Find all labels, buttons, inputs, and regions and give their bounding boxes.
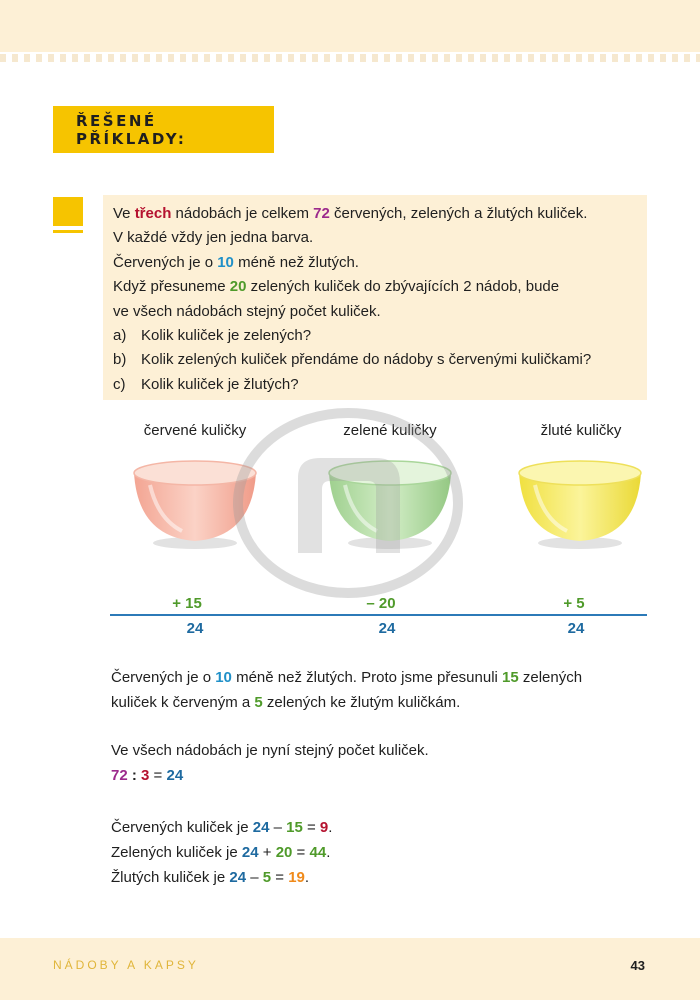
question-a: a) Kolik kuliček je zelených? xyxy=(113,327,312,345)
result-green: 24 xyxy=(378,620,396,637)
question-b: b) Kolik zelených kuliček přendáme do nádoby s červenými kuličkami? xyxy=(113,351,592,369)
bowl-label-green: zelené kuličky xyxy=(343,422,437,439)
m-logo-watermark-icon xyxy=(228,403,468,603)
bowl-label-yellow: žluté kuličky xyxy=(540,422,622,439)
result-red: 24 xyxy=(186,620,204,637)
change-green: – 20 xyxy=(366,595,396,612)
result-line-green: Zelených kuliček je 24 + 20 = 44. xyxy=(111,844,331,861)
section-heading-text: ŘEŠENÉ PŘÍKLADY: xyxy=(76,111,187,148)
equal-distribution xyxy=(111,738,429,788)
page-number: 43 xyxy=(630,958,645,973)
yellow-bowl-icon xyxy=(515,455,645,550)
divider-line xyxy=(110,614,647,616)
problem-marker-square xyxy=(53,197,83,226)
question-c: c) Kolik kuliček je žlutých? xyxy=(113,375,299,393)
explanation-line-2: kuliček k červeným a 5 zelených ke žlutým kuličkám. xyxy=(111,694,461,711)
top-band xyxy=(0,0,700,52)
result-line-red: Červených kuliček je 24 – 15 = 9. xyxy=(111,819,333,836)
explanation-line-1: Červených je o 10 méně než žlutých. Proto jsme přesunuli 15 zelených xyxy=(111,669,583,686)
problem-line-3: Červených je o 10 méně než žlutých. xyxy=(113,253,359,271)
equal-distribution-text: Ve všech nádobách je nyní stejný počet kuliček. xyxy=(111,742,429,759)
results-block xyxy=(111,815,332,890)
problem-line-4: Když přesuneme 20 zelených kuliček do zbývajících 2 nádob, bude xyxy=(113,278,560,296)
change-yellow: + 5 xyxy=(563,595,585,612)
problem-line-2: V každé vždy jen jedna barva. xyxy=(113,229,314,247)
problem-statement xyxy=(103,195,647,400)
section-heading xyxy=(53,106,274,153)
division-equation: 72 : 3 = 24 xyxy=(111,767,184,784)
result-yellow: 24 xyxy=(567,620,585,637)
footer-title: NÁDOBY A KAPSY xyxy=(53,958,199,972)
result-line-yellow: Žlutých kuliček je 24 – 5 = 19. xyxy=(111,869,310,886)
problem-line-1: Ve třech nádobách je celkem 72 červených, zelených a žlutých kuliček. xyxy=(113,205,588,222)
change-red: + 15 xyxy=(172,595,202,612)
explanation-paragraph xyxy=(111,665,582,715)
problem-line-5: ve všech nádobách stejný počet kuliček. xyxy=(113,302,381,320)
top-dash-decoration xyxy=(0,54,700,62)
bowl-label-red: červené kuličky xyxy=(143,422,247,439)
problem-marker-line xyxy=(53,230,83,233)
